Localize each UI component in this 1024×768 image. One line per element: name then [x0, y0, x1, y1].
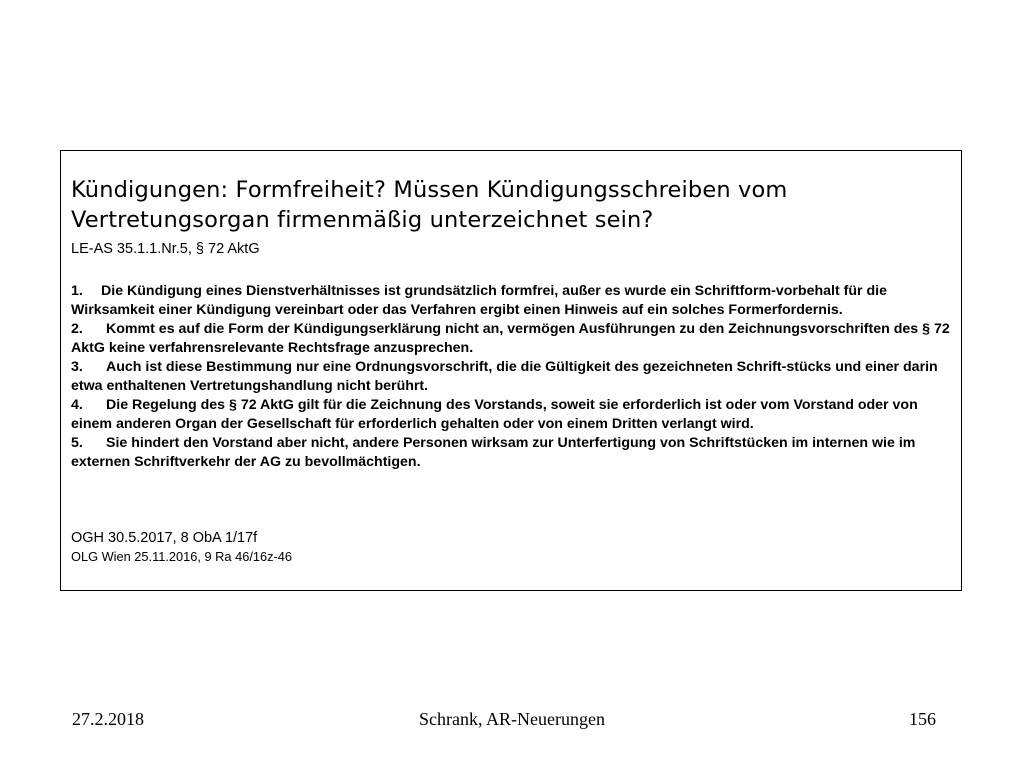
legal-citation: LE-AS 35.1.1.Nr.5, § 72 AktG	[71, 241, 260, 257]
footer-date: 27.2.2018	[72, 709, 144, 729]
holding-text: Kommt es auf die Form der Kündigungserklärung nicht an, vermögen Ausführungen zu den Zeichnungsvorschriften des § 72 AktG keine verfahrensrelevante Rechtsfrage anzusprechen.	[71, 321, 950, 356]
footer-page-number: 156	[909, 709, 936, 729]
holding-text: Auch ist diese Bestimmung nur eine Ordnungsvorschrift, die die Gültigkeit des gezeichneten Schrift-stücks und einer darin etwa enthaltenen Vertretungshandlung nicht berührt.	[71, 359, 938, 394]
holding-number: 5.	[71, 435, 83, 451]
holding-number: 3.	[71, 359, 83, 375]
holding-text: Die Kündigung eines Dienstverhältnisses ist grundsätzlich formfrei, außer es wurde ein Schriftform-vorbehalt für die Wirksamkeit einer Kündigung vereinbart oder das Verfahren ergibt einen Hinweis auf ein solches Formerfordernis.	[71, 283, 887, 318]
holding-number: 2.	[71, 321, 83, 337]
holding-item	[71, 320, 955, 358]
holding-item	[71, 282, 955, 320]
holding-text: Sie hindert den Vorstand aber nicht, andere Personen wirksam zur Unterfertigung von Schriftstücken im internen wie im externen Schriftverkehr der AG zu bevollmächtigen.	[71, 435, 916, 470]
court-reference-primary: OGH 30.5.2017, 8 ObA 1/17f	[71, 530, 258, 546]
holding-item	[71, 396, 955, 434]
holding-item	[71, 434, 955, 472]
slide-title: Kündigungen: Formfreiheit? Müssen Kündigungsschreiben vom Vertretungsorgan firmenmäßig unterzeichnet sein?	[71, 177, 788, 233]
holding-item	[71, 358, 955, 396]
holding-text: Die Regelung des § 72 AktG gilt für die Zeichnung des Vorstands, soweit sie erforderlich ist oder vom Vorstand oder von einem anderen Organ der Gesellschaft für erforderlich gehalten oder von einem Dritten verlangt wird.	[71, 397, 918, 432]
holding-number: 1.	[71, 283, 83, 299]
holding-number: 4.	[71, 397, 83, 413]
holdings-list	[71, 282, 955, 472]
content-box	[60, 150, 962, 591]
footer-author-title: Schrank, AR-Neuerungen	[419, 709, 605, 729]
court-reference-secondary: OLG Wien 25.11.2016, 9 Ra 46/16z-46	[71, 549, 293, 564]
